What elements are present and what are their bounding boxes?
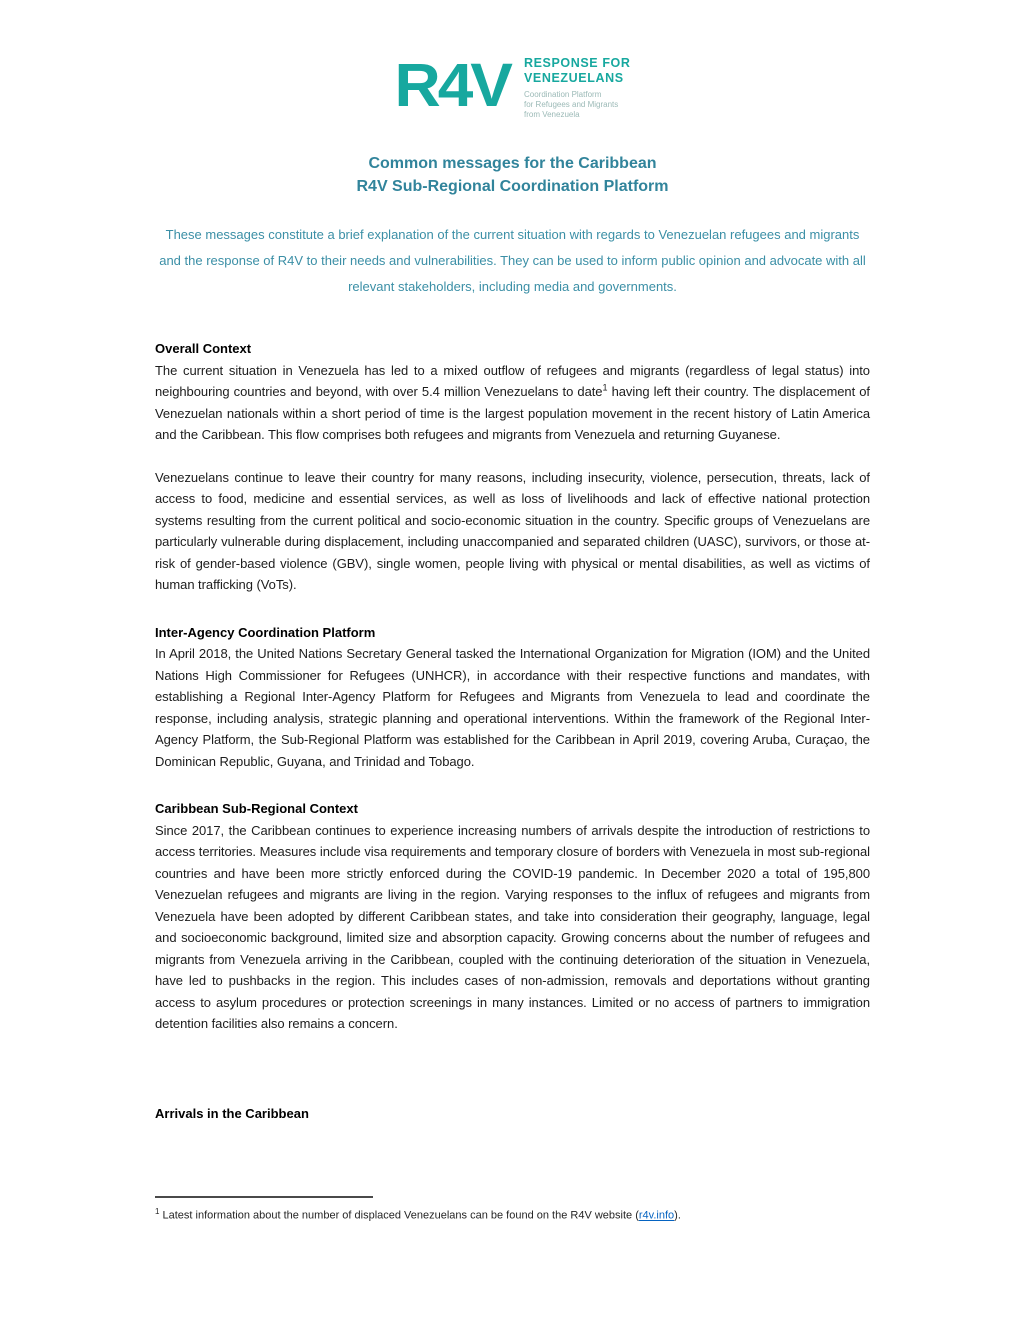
r4v-logo: [155, 42, 870, 128]
footnote-r4v-website-link[interactable]: r4v.info: [638, 1209, 675, 1222]
logo-tagline-line2: for Refugees and Migrants: [523, 100, 619, 109]
footnote-separator: [155, 1196, 373, 1198]
footnote-1-text-before-link: Latest information about the number of displaced Venezuelans can be found on the R4V website (: [159, 1209, 639, 1222]
heading-inter-agency-coordination-platform: Inter-Agency Coordination Platform: [155, 624, 376, 640]
overall-context-paragraph-2: Venezuelans continue to leave their country for many reasons, including insecurity, violence, persecution, threats, lack of access to food, medicine and essential services, as well as loss of livelihoods and lack of effective national protection systems resulting from the current political and socio-economic situation in the country. Specific groups of Venezuelans are particularly vulnerable during displacement, including unaccompanied and separated children (UASC), survivors, or those at-risk of gender-based violence (GBV), single women, people living with physical or mental disabilities, as well as victims of human trafficking (VoTs).: [155, 469, 870, 592]
heading-overall-context: Overall Context: [155, 341, 252, 356]
overall-p1-text-after-footnote: having left their country. The displacement of Venezuelan nationals within a short period of time is the largest population movement in the recent history of Latin America and the Caribbean. This flow comprises both refugees and migrants from Venezuela and returning Guyanese.: [155, 384, 870, 442]
heading-caribbean-sub-regional-context: Caribbean Sub-Regional Context: [155, 801, 358, 816]
heading-arrivals-in-the-caribbean: Arrivals in the Caribbean: [155, 1105, 309, 1121]
footnote-reference-1: 1: [602, 382, 608, 393]
document-title-line1: Common messages for the Caribbean: [368, 155, 657, 172]
footnote-area: [155, 1196, 870, 1223]
logo-tagline-line3: from Venezuela: [523, 110, 580, 119]
logo-tagline-line1: Coordination Platform: [523, 90, 602, 99]
overall-p1-text-before-footnote: The current situation in Venezuela has led to a mixed outflow of refugees and migrants (regardless of legal status) into neighbouring countries and beyond, with over 5.4 million Venezuelans to date: [155, 362, 870, 399]
inter-agency-paragraph: In April 2018, the United Nations Secretary General tasked the International Organization for Migration (IOM) and the United Nations High Commissioner for Refugees (UNHCR), in accordance with their respective functions and mandates, with establishing a Regional Inter-Agency Platform for Refugees and Migrants from Venezuela to lead and coordinate the response, including analysis, strategic planning and operational interventions. Within the framework of the Regional Inter-Agency Platform, the Sub-Regional Platform was established for the Caribbean in April 2019, covering Aruba, Curaçao, the Dominican Republic, Guyana, and Trinidad and Tobago.: [155, 646, 870, 769]
overall-context-paragraph-1: [155, 360, 870, 446]
r4v-logo-mark-icon: R4V: [394, 50, 510, 120]
logo-brand-line1: RESPONSE FOR: [523, 56, 631, 70]
footnote-1: [155, 1205, 870, 1223]
document-title-line2: R4V Sub-Regional Coordination Platform: [356, 178, 669, 195]
intro-paragraph: These messages constitute a brief explanation of the current situation with regards to Venezuelan refugees and migrants and the response of R4V to their needs and vulnerabilities. They can be used to inform public opinion and advocate with all relevant stakeholders, including media and governments.: [159, 227, 866, 294]
document-title: [155, 152, 870, 198]
logo-brand-line2: VENEZUELANS: [523, 71, 624, 85]
r4v-logo-text: [524, 50, 631, 120]
footnote-1-text-after-link: ).: [674, 1209, 681, 1222]
footnote-1-marker: 1: [155, 1207, 160, 1216]
caribbean-context-paragraph: Since 2017, the Caribbean continues to experience increasing numbers of arrivals despite the introduction of restrictions to access territories. Measures include visa requirements and temporary closure of borders with Venezuela in most sub-regional countries and have been more strictly enforced during the COVID-19 pandemic. In December 2020 a total of 195,800 Venezuelan refugees and migrants are living in the region. Varying responses to the influx of refugees and migrants from Venezuela have been adopted by different Caribbean states, and take into consideration their geography, language, legal and socioeconomic background, limited size and absorption capacity. Growing concerns about the number of refugees and migrants from Venezuela arriving in the Caribbean, coupled with the continuing deterioration of the situation in Venezuela, have led to pushbacks in the region. This includes cases of non-admission, removals and deportations without granting access to asylum procedures or protection screenings in many instances. Limited or no access of partners to immigration detention facilities also remains a concern.: [155, 822, 870, 1031]
